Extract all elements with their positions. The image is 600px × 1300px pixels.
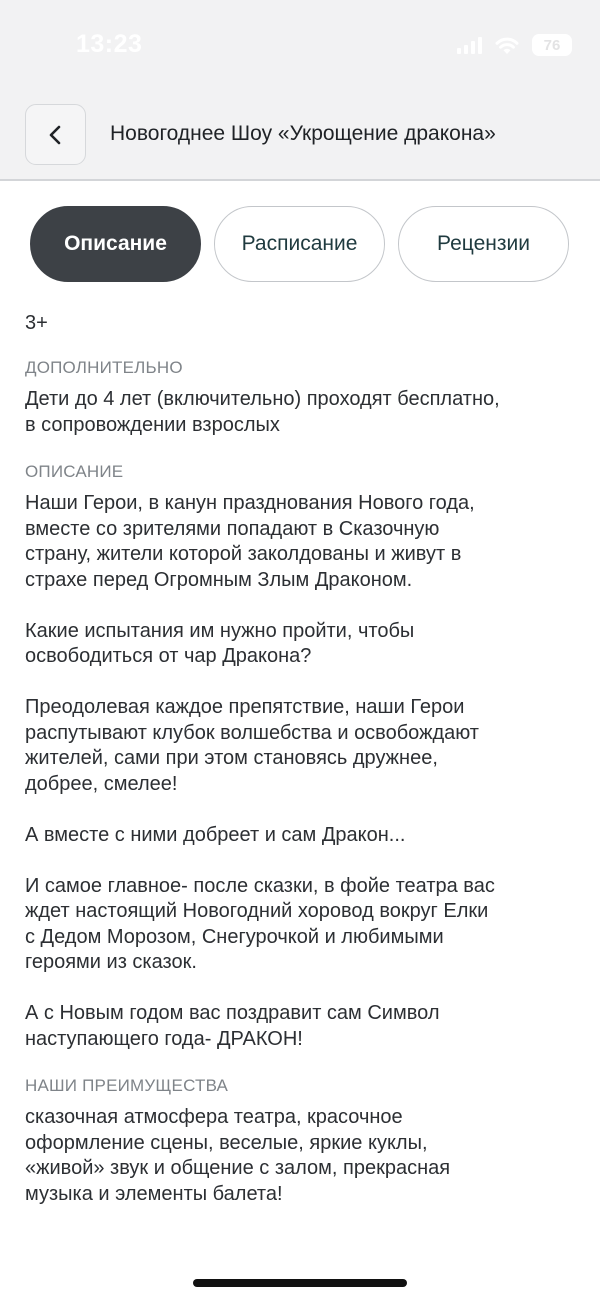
section-label-description: ОПИСАНИЕ — [25, 462, 124, 481]
section-label-advantages: НАШИ ПРЕИМУЩЕСТВА — [25, 1076, 229, 1095]
status-icons — [457, 32, 572, 58]
section-label-additional: ДОПОЛНИТЕЛЬНО — [25, 358, 183, 377]
signal-icon — [457, 36, 482, 54]
description-content — [25, 312, 580, 1231]
wifi-icon — [494, 35, 520, 55]
status-bar — [0, 0, 600, 90]
tab-description[interactable]: Описание — [30, 206, 201, 282]
battery-icon — [532, 34, 572, 56]
home-indicator[interactable] — [193, 1279, 407, 1287]
battery-level: 76 — [543, 36, 561, 54]
header-area — [0, 0, 600, 181]
status-time: 13:23 — [76, 30, 143, 58]
age-rating: 3+ — [25, 312, 48, 334]
page-title: Новогоднее Шоу «Укрощение дракона» — [110, 122, 496, 145]
tab-schedule[interactable]: Расписание — [214, 206, 385, 282]
back-button[interactable] — [25, 104, 86, 165]
nav-bar — [0, 104, 600, 166]
tab-bar — [30, 206, 575, 282]
tab-reviews[interactable]: Рецензии — [398, 206, 569, 282]
chevron-left-icon — [45, 124, 67, 146]
section-text-additional: Дети до 4 лет (включительно) проходят бесплатно, в сопровождении взрослых — [25, 388, 500, 436]
section-text-description: Наши Герои, в канун празднования Нового года, вместе со зрителями попадают в Сказочную страну, жители которой заколдованы и живут в страхе перед Огромным Злым Драконом. Какие испытания им нужно пройти, чтобы освободиться от чар Дракона? Преодолевая каждое препятствие, наши Герои распутывают клубок волшебства и освобождают жителей, сами при этом становясь дружнее, добрее, смелее! А вместе с ними добреет и сам Дракон... И самое главное- после сказки, в фойе театра вас ждет настоящий Новогодний хоровод вокруг Елки с Дедом Морозом, Снегурочкой и любимыми героями из сказок. А с Новым годом вас поздравит сам Символ наступающего года- ДРАКОН! — [25, 492, 495, 1050]
section-text-advantages: сказочная атмосфера театра, красочное оформление сцены, веселые, яркие куклы, «живой» звук и общение с залом, прекрасная музыка и элементы балета! — [25, 1106, 451, 1205]
